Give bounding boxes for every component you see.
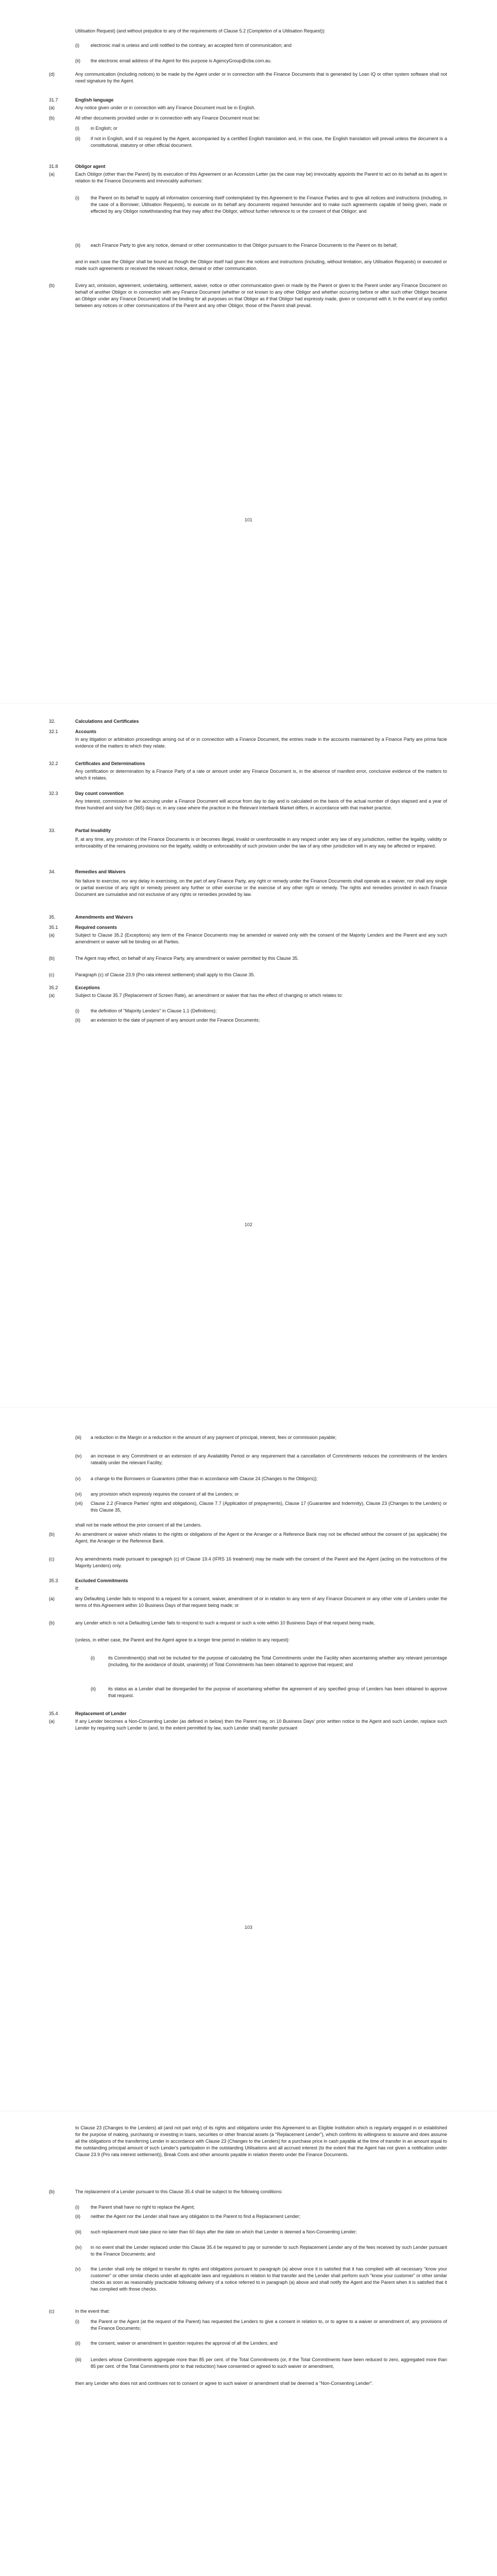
section-heading: English language (75, 97, 114, 103)
page-101: Utilisation Request) (and without prejudice to any of the requirements of Clause 5.2 (Completion of a Utilisation Request)): (i) electronic mail is unless and until notified to the contrary, an accepted form of communication; and (ii) the electronic email address of the Agent for this purpose is AgencyGroup@cba.com.au. (d) Any communication (including notices) to be made by the Agent under or in connection with the Finance Documents that is generated by Loan IQ or other system software shall not need signature by the Agent. 31.7 English language (a) Any notice given under or in connection with any Finance Document must be in English. (b) All other documents provided under or in connection with any Finance Document must be: (i) in English; or (ii) if not in English, and if so required by the Agent, accompanied by a certified English translation and, in this case, the English translation will prevail unless the document is a constitutional, statutory or other official document. 31.8 Obligor agent (a) Each Obligor (other than the Parent) by its execution of this Agreement or an Accession Letter (as the case may be) irrevocably appoints the Parent to act on its behalf as its agent in relation to the Finance Documents and irrevocably authorises: (i) the Parent on its behalf to supply all information concerning itself contemplated by this Agreement to the Finance Parties and to give all notices and instructions (including, in the case of a Borrower, Utilisation Requests), to execute on its behalf any documents required hereunder and to make such agreements capable of being given, made or effected by any Obligor notwithstanding that they may affect the Obligor, without further reference to or the consent of that Obligor; and (ii) each Finance Party to give any notice, demand or other communication to that Obligor pursuant to the Finance Documents to the Parent on its behalf, and in each case the Obligor shall be bound as though the Obligor itself had given the notices and instructions (including, without limitation, any Utilisation Requests) or executed or made such agreements or received the relevant notice, demand or other communication. (b) Every act, omission, agreement, undertaking, settlement, waiver, notice or other communication given or made by the Parent or given to the Parent under any Finance Document on behalf of another Obligor or in connection with any Finance Document (whether or not known to any other Obligor and whether occurring before or after such other Obligor became an Obligor under any Finance Document) shall be binding for all purposes on that Obligor as if that Obligor had expressly made, given or concurred with it. In the event of any conflict between any notices or other communications of the Parent and any other Obligor, those of the Parent shall prevail. 101 (0, 0, 497, 703)
intro-text: Utilisation Request) (and without prejudice to any of the requirements of Clause 5.2 (Completion of a Utilisation Request)): (75, 28, 325, 33)
section-heading: Calculations and Certificates (75, 719, 139, 724)
page-103: (iii) a reduction in the Margin or a reduction in the amount of any payment of principal, interest, fees or commission payable; (iv) an increase in any Commitment or an extension of any Availability Period or any requirement that a cancellation of Commitments reduces the commitments of the lenders rateably under the relevant Facility; (v) a change to the Borrowers or Guarantors (other than in accordance with Clause 24 (Changes to the Obligors)); (vi) any provision which expressly requires the consent of all the Lenders; or (vii) Clause 2.2 (Finance Parties' rights and obligations), Clause 7.7 (Application of prepayments), Clause 17 (Guarantee and Indemnity), Clause 23 (Changes to the Lenders) or this Clause 35, shall not be made without the prior consent of all the Lenders. (b) An amendment or waiver which relates to the rights or obligations of the Agent or the Arranger or a Reference Bank may not be effected without the consent of (as applicable) the Agent, the Arranger or the Reference Bank. (c) Any amendments made pursuant to paragraph (c) of Clause 19.4 (IFRS 16 treatment) may be made with the consent of the Parent and the Agent (acting on the instructions of the Majority Lenders) only. 35.3 Excluded Commitments If: (a) any Defaulting Lender fails to respond to a request for a consent, waiver, amendment of or in relation to any term of any Finance Document or any other vote of Lenders under the terms of this Agreement within 10 Business Days of that request being made; or (b) any Lender which is not a Defaulting Lender fails to respond to such a request or such a vote within 10 Business Days of that request being made, (unless, in either case, the Parent and the Agent agree to a longer time period in relation to any request): (i) its Commitment(s) shall not be included for the purpose of calculating the Total Commitments under the Facility when ascertaining whether any relevant percentage (including, for the avoidance of doubt, unanimity) of Total Commitments has been obtained to approve that request; and (ii) its status as a Lender shall be disregarded for the purpose of ascertaining whether the agreement of any specified group of Lenders has been obtained to approve that request. 35.4 Replacement of Lender (a) If any Lender becomes a Non-Consenting Lender (as defined in below) then the Parent may, on 10 Business Days' prior written notice to the Agent and such Lender, replace such Lender by requiring such Lender to (and, to the extent permitted by law, such Lender shall) transfer pursuant 103 (0, 1408, 497, 2111)
page-102: 32. Calculations and Certificates 32.1 Accounts In any litigation or arbitration proceedings arising out of or in connection with a Finance Document, the entries made in the accounts maintained by a Finance Party are prima facie evidence of the matters to which they relate. 32.2 Certificates and Determinations Any certification or determination by a Finance Party of a rate or amount under any Finance Document is, in the absence of manifest error, conclusive evidence of the matters to which it relates. 32.3 Day count convention Any interest, commission or fee accruing under a Finance Document will accrue from day to day and is calculated on the basis of the actual number of days elapsed and a year of three hundred and sixty five (365) days or, in any case where the practice in the Relevant Interbank Market differs, in accordance with that market practice. 33. Partial Invalidity If, at any time, any provision of the Finance Documents is or becomes illegal, invalid or unenforceable in any respect under any law of any jurisdiction, neither the legality, validity or enforceability of the remaining provisions nor the legality, validity or enforceability of such provision under the law of any other jurisdiction will in any way be affected or impaired. 34. Remedies and Waivers No failure to exercise, nor any delay in exercising, on the part of any Finance Party, any right or remedy under the Finance Documents shall operate as a waiver, nor shall any single or partial exercise of any right or remedy prevent any further or other exercise or the exercise of any other right or remedy. The rights and remedies provided in each Finance Document are cumulative and not exclusive of any rights or remedies provided by law. 35. Amendments and Waivers 35.1 Required consents (a) Subject to Clause 35.2 (Exceptions) any term of the Finance Documents may be amended or waived only with the consent of the Majority Lenders and the Parent and any such amendment or waiver will be binding on all Parties. (b) The Agent may effect, on behalf of any Finance Party, any amendment or waiver permitted by this Clause 35. (c) Paragraph (c) of Clause 23.9 (Pro rata interest settlement) shall apply to this Clause 35. 35.2 Exceptions (a) Subject to Clause 35.7 (Replacement of Screen Rate), an amendment or waiver that has the effect of changing or which relates to: (i) the definition of "Majority Lenders" in Clause 1.1 (Definitions); (ii) an extension to the date of payment of any amount under the Finance Documents; 102 (0, 704, 497, 1407)
section-heading: Obligor agent (75, 164, 106, 169)
page-number: 102 (244, 1222, 253, 1227)
intro-i-text: electronic mail is unless and until notified to the contrary, an accepted form of communication; and (91, 43, 292, 48)
page-104: to Clause 23 (Changes to the Lenders) all (and not part only) of its rights and obligations under this Agreement to an Eligible Institution which is regularly engaged in or established for the purpose of making, purchasing or investing in loans, securities or other financial assets (a "Replacement Lender"), which confirms its willingness to assume and does assume all the obligations of the transferring Lender in accordance with Clause 23 (Changes to the Lenders) for a purchase price in cash payable at the time of transfer in an amount equal to the outstanding principal amount of such Lender's participation in the outstanding Utilisations and all accrued interest (to the extent that the Agent has not given a notification under Clause 23.9 (Pro rata interest settlement)), Break Costs and other amounts payable in relation thereto under the Finance Documents. (b) The replacement of a Lender pursuant to this Clause 35.4 shall be subject to the following conditions: (i) the Parent shall have no right to replace the Agent; (ii) neither the Agent nor the Lender shall have any obligation to the Parent to find a Replacement Lender; (iii) such replacement must take place no later than 60 days after the date on which that Lender is deemed a Non-Consenting Lender; (iv) in no event shall the Lender replaced under this Clause 35.4 be required to pay or surrender to such Replacement Lender any of the fees received by such Lender pursuant to the Finance Documents; and (v) the Lender shall only be obliged to transfer its rights and obligations pursuant to paragraph (a) above once it is satisfied that it has complied with all necessary "know your customer" or other similar checks under all applicable laws and regulations in relation to that transfer and the Lender shall perform such "know your customer" or other similar checks as soon as reasonably practicable following delivery of a notice referred to in paragraph (a) above and shall notify the Agent and the Parent when it is satisfied that it has complied with those checks. (c) In the event that: (i) the Parent or the Agent (at the request of the Parent) has requested the Lenders to give a consent in relation to, or to agree to a waiver or amendment of, any provisions of the Finance Documents; (ii) the consent, waiver or amendment in question requires the approval of all the Lenders; and (iii) Lenders whose Commitments aggregate more than 85 per cent. of the Total Commitments (or, if the Total Commitments have been reduced to zero, aggregated more than 85 per cent. of the Total Commitments prior to that reduction) have consented or agreed to such waiver or amendment, then any Lender who does not and continues not to consent or agree to such waiver or amendment shall be deemed a "Non-Consenting Lender". (0, 2111, 497, 2576)
intro-ii-text: the electronic email address of the Agent for this purpose is AgencyGroup@cba.com.au. (91, 58, 272, 63)
page-number: 103 (244, 1925, 253, 1930)
clause-d-text: Any communication (including notices) to be made by the Agent under or in connection with the Finance Documents that is generated by Loan IQ or other system software shall not need signature by the Agent. (75, 72, 447, 83)
page-number: 101 (244, 517, 253, 522)
